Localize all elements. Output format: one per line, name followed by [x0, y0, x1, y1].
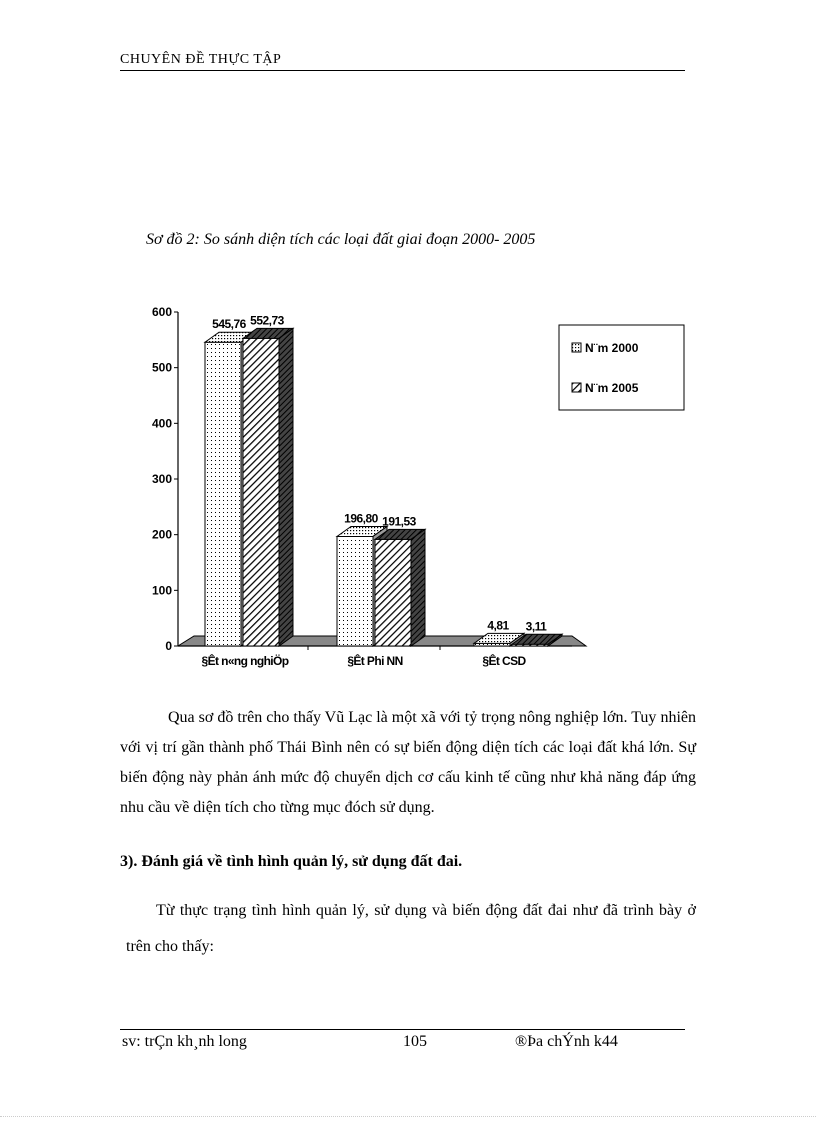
x-tick-label: §Êt Phi NN: [347, 654, 403, 668]
body-paragraph-2: Từ thực trạng tình hình quản lý, sử dụng và biến động đất đai như đã trình bày ở trên cho thấy:: [126, 902, 696, 955]
bar-front: [337, 536, 373, 646]
y-tick-label: 400: [151, 416, 172, 431]
bar-side: [279, 328, 293, 646]
chart-caption: Sơ đồ 2: So sánh diện tích các loại đất giai đoạn 2000- 2005: [146, 231, 536, 248]
legend-swatch-2005: [572, 383, 581, 392]
legend-swatch-2000: [572, 343, 581, 352]
y-tick-label: 500: [151, 360, 172, 375]
footer-divider: [120, 1029, 685, 1030]
page-edge: [0, 1116, 816, 1117]
data-label: 196,80: [344, 511, 378, 526]
bar: [243, 313, 293, 646]
page-number: 105: [403, 1033, 427, 1050]
y-tick-label: 100: [151, 583, 172, 598]
y-tick-label: 0: [165, 639, 172, 653]
bar-front: [375, 539, 411, 646]
x-tick-label: §Êt CSD: [482, 654, 526, 668]
x-tick-label: §Êt n«ng nghiÖp: [201, 654, 289, 668]
body-paragraph-1: Qua sơ đồ trên cho thấy Vũ Lạc là một xã với tỷ trọng nông nghiệp lớn. Tuy nhiên với vị trí gần thành phố Thái Bình nên có sự biến động diện tích các loại đất khá lớn. Sự biến động này phản ánh mức độ chuyển dịch cơ cấu kinh tế cũng như khả năng đáp ứng nhu cầu về diện tích cho từng mục đóch sử dụng.: [120, 709, 696, 816]
bar-front: [205, 342, 241, 646]
bar-chart: [130, 295, 639, 680]
data-label: 3,11: [525, 619, 547, 634]
bar-front: [243, 338, 279, 646]
data-label: 552,73: [250, 313, 284, 328]
y-tick-label: 600: [151, 305, 172, 319]
footer-class: ®Þa chÝnh k44: [515, 1033, 618, 1050]
page-header: CHUYÊN ĐỀ THỰC TẬP: [120, 52, 685, 71]
bar: [375, 514, 425, 646]
bar-side: [411, 529, 425, 646]
data-label: 191,53: [382, 514, 416, 529]
footer-author: sv: trÇn kh¸nh long: [122, 1033, 247, 1050]
data-label: 4,81: [487, 618, 509, 633]
legend-label-2005: N¨m 2005: [585, 381, 639, 395]
legend-box: [559, 325, 684, 410]
legend-label-2000: N¨m 2000: [585, 341, 639, 355]
y-tick-label: 300: [151, 472, 172, 486]
section-heading: 3). Đánh giá về tình hình quản lý, sử dụng đất đai.: [120, 853, 463, 870]
y-tick-label: 200: [151, 527, 172, 542]
data-label: 545,76: [212, 317, 246, 332]
